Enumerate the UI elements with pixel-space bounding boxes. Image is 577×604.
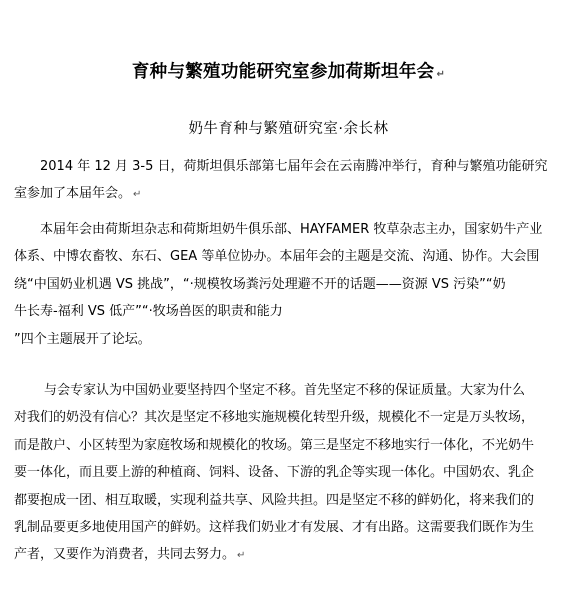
text-line: 牛长寿-福利 VS 低产”“·牧场兽医的职责和能力 [14,304,283,320]
text-line: 对我们的奶没有信心？其次是坚定不移地实施规模化转型升级，规模化不一定是万头牧场， [14,410,535,426]
text-line: ”四个主题展开了论坛。 [14,331,151,347]
text-line: 绕“中国奶业机遇 VS 挑战”，“·规模牧场粪污处理避不开的话题——资源 VS 污染”“奶 [14,276,506,292]
text-line: 体系、中博农畜牧、东石、GEA 等单位协办。本届年会的主题是交流、沟通、协作。大会围 [14,249,540,265]
paragraph-mark-icon: ↵ [237,550,246,562]
text-line: 都要抱成一团、相互取暖，实现利益共享、风险共担。四是坚定不移的鲜奶化，将来我们的 [14,492,535,508]
text-line: 要一体化，而且要上游的种植商、饲料、设备、下游的乳企等实现一体化。中国奶农、乳企 [14,465,535,481]
text-line: 室参加了本届年会。 ↵ [14,186,142,202]
text-line: 而是散户、小区转型为家庭牧场和规模化的牧场。第三是坚定不移地实行一体化，不光奶牛 [14,437,535,453]
document-title [0,58,577,83]
paragraph-mark-icon: ↵ [436,69,446,80]
paragraph-1 [14,153,566,209]
author-text: 奶牛育种与繁殖研究室·余长林 [188,121,389,137]
text-line: 2014 年 12 月 3-5 日，荷斯坦俱乐部第七届年会在云南腾冲举行，育种与繁殖功能研究 [40,159,548,174]
author-line [0,117,577,138]
paragraph-2 [14,216,566,353]
text-line: 产者，又要作为消费者，共同去努力。 ↵ [14,547,246,563]
title-text: 育种与繁殖功能研究室参加荷斯坦年会 [131,62,435,82]
text-line: 与会专家认为中国奶业要坚持四个坚定不移。首先坚定不移的保证质量。大家为什么 [44,383,526,398]
text-line: 本届年会由荷斯坦杂志和荷斯坦奶牛俱乐部、HAYFAMER 牧草杂志主办，国家奶牛产业 [40,222,543,237]
text-line: 乳制品要更多地使用国产的鲜奶。这样我们奶业才有发展、才有出路。这需要我们既作为生 [14,520,535,536]
paragraph-3 [14,377,566,570]
paragraph-mark-icon: ↵ [133,189,142,201]
